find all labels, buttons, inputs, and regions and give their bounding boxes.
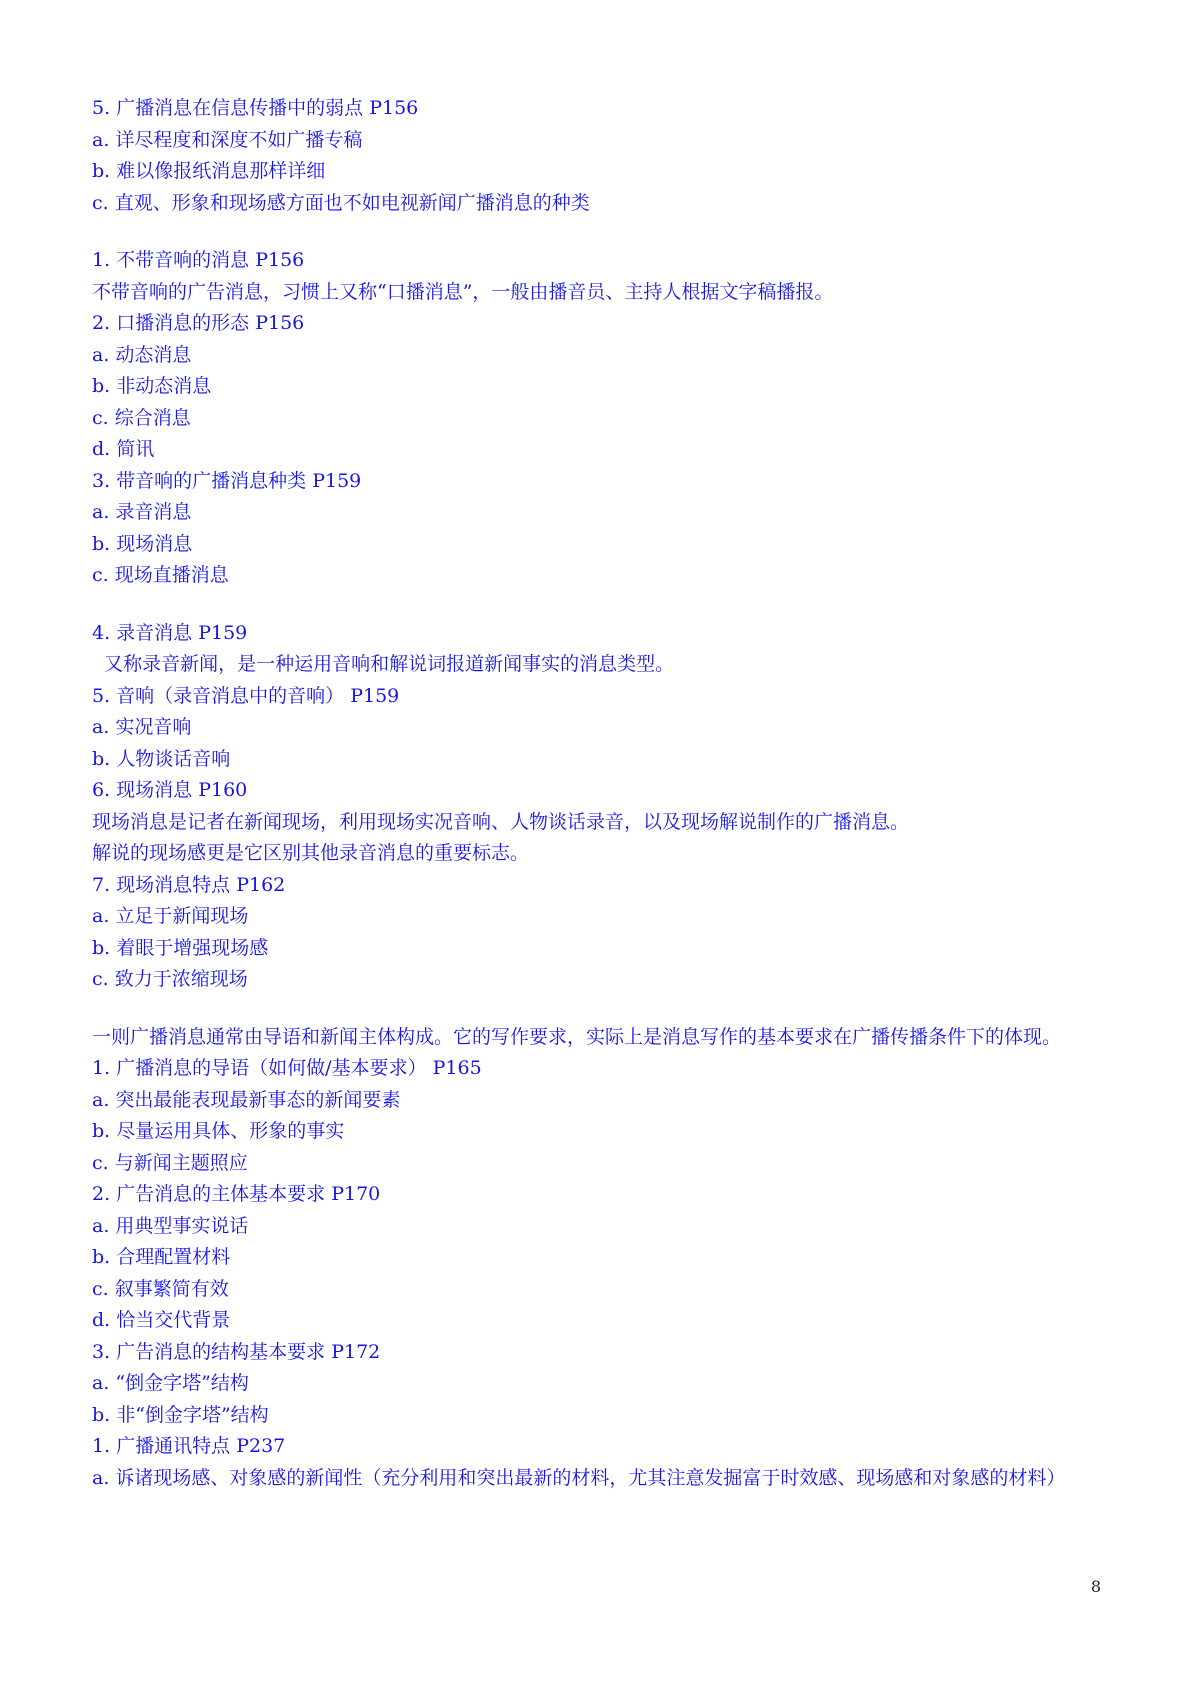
- list-item: b. 着眼于增强现场感: [92, 936, 269, 959]
- heading: 3. 带音响的广播消息种类 P159: [92, 469, 362, 492]
- list-item: b. 尽量运用具体、形象的事实: [92, 1120, 345, 1142]
- list-item: c. 直观、形象和现场感方面也不如电视新闻广播消息的种类: [92, 191, 590, 214]
- heading: 1. 广播消息的导语（如何做/基本要求） P165: [92, 1057, 482, 1079]
- heading: 1. 不带音响的消息 P156: [92, 249, 305, 271]
- document-body: [92, 93, 1112, 1494]
- list-item: c. 与新闻主题照应: [92, 1151, 248, 1174]
- section-writing-requirements: [92, 1022, 1112, 1495]
- section-weaknesses: [92, 93, 1112, 219]
- paragraph-gap: [92, 996, 1112, 1022]
- list-item: a. “倒金字塔”结构: [92, 1372, 249, 1394]
- list-item: d. 恰当交代背景: [92, 1309, 231, 1331]
- heading: 1. 广播通讯特点 P237: [92, 1435, 286, 1457]
- list-item: a. 录音消息: [92, 501, 192, 523]
- list-item: b. 非动态消息: [92, 375, 212, 397]
- body-text: 一则广播消息通常由导语和新闻主体构成。它的写作要求，实际上是消息写作的基本要求在广播传播条件下的体现。: [92, 1025, 1062, 1048]
- list-item: b. 人物谈话音响: [92, 747, 231, 770]
- section-message-types: [92, 245, 1112, 592]
- list-item: b. 难以像报纸消息那样详细: [92, 160, 326, 182]
- list-item: a. 实况音响: [92, 716, 192, 738]
- heading: 2. 口播消息的形态 P156: [92, 312, 305, 334]
- heading: 4. 录音消息 P159: [92, 621, 248, 644]
- list-item: b. 合理配置材料: [92, 1246, 231, 1268]
- list-item: c. 叙事繁简有效: [92, 1277, 229, 1300]
- list-item: a. 详尽程度和深度不如广播专稿: [92, 128, 363, 151]
- list-item: c. 现场直播消息: [92, 564, 229, 586]
- heading: 3. 广告消息的结构基本要求 P172: [92, 1340, 381, 1363]
- body-text: 不带音响的广告消息，习惯上又称“口播消息”，一般由播音员、主持人根据文字稿播报。: [92, 280, 834, 303]
- body-text: 现场消息是记者在新闻现场，利用现场实况音响、人物谈话录音，以及现场解说制作的广播消息。: [92, 810, 910, 833]
- list-item: b. 非“倒金字塔”结构: [92, 1403, 269, 1426]
- list-item: c. 综合消息: [92, 406, 191, 429]
- list-item: a. 突出最能表现最新事态的新闻要素: [92, 1088, 401, 1111]
- body-text: 又称录音新闻，是一种运用音响和解说词报道新闻事实的消息类型。: [92, 653, 675, 675]
- list-item: b. 现场消息: [92, 532, 193, 555]
- list-item: a. 用典型事实说话: [92, 1214, 249, 1237]
- heading: 5. 广播消息在信息传播中的弱点 P156: [92, 97, 419, 119]
- heading: 7. 现场消息特点 P162: [92, 873, 286, 896]
- list-item: a. 诉诸现场感、对象感的新闻性（充分利用和突出最新的材料，尤其注意发掘富于时效感、现场感和对象感的材料）: [92, 1466, 1066, 1489]
- section-recorded-messages: [92, 618, 1112, 996]
- list-item: d. 简讯: [92, 438, 155, 460]
- list-item: c. 致力于浓缩现场: [92, 968, 248, 990]
- paragraph-gap: [92, 219, 1112, 245]
- list-item: a. 立足于新闻现场: [92, 905, 249, 927]
- body-text: 解说的现场感更是它区别其他录音消息的重要标志。: [92, 842, 530, 864]
- paragraph-gap: [92, 592, 1112, 618]
- heading: 5. 音响（录音消息中的音响） P159: [92, 684, 400, 707]
- list-item: a. 动态消息: [92, 343, 192, 366]
- page-number: 8: [1090, 1577, 1101, 1596]
- heading: 6. 现场消息 P160: [92, 779, 248, 801]
- heading: 2. 广告消息的主体基本要求 P170: [92, 1183, 381, 1205]
